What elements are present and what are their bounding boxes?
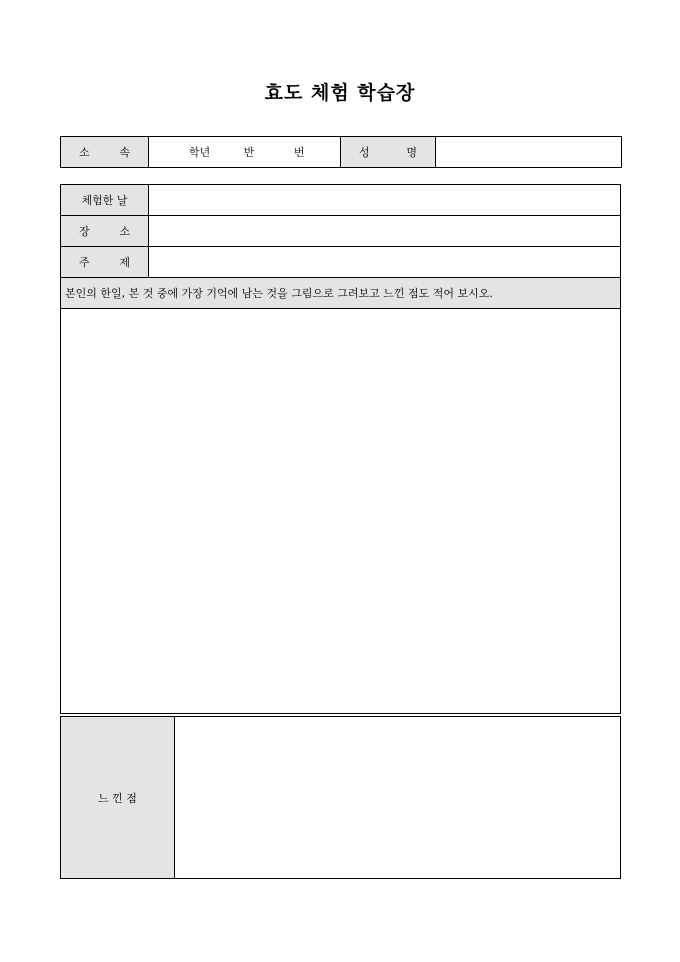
name-label-cell <box>341 137 436 168</box>
feelings-table <box>60 716 621 879</box>
student-info-table <box>60 136 622 168</box>
place-label-part1: 장 <box>79 225 90 238</box>
topic-label-part1: 주 <box>79 256 90 269</box>
name-label-part1: 성 <box>359 146 370 159</box>
feelings-label: 느 낀 점 <box>61 717 175 879</box>
date-field[interactable] <box>149 185 621 216</box>
affiliation-label-part1: 소 <box>79 146 90 159</box>
date-label: 체험한 날 <box>61 185 149 216</box>
place-field[interactable] <box>149 216 621 247</box>
place-label-part2: 소 <box>119 225 130 238</box>
topic-label-cell <box>61 247 149 278</box>
grade-text: 학년 <box>189 146 211 159</box>
topic-label-part2: 제 <box>119 256 130 269</box>
topic-field[interactable] <box>149 247 621 278</box>
drawing-instruction: 본인의 한일, 본 것 중에 가장 기억에 남는 것을 그림으로 그려보고 느낀 점도 적어 보시오. <box>61 278 621 309</box>
feelings-field[interactable] <box>175 717 621 879</box>
drawing-area[interactable] <box>61 309 621 714</box>
affiliation-label-part2: 속 <box>119 146 130 159</box>
affiliation-label-cell <box>61 137 149 168</box>
page-title: 효도 체험 학습장 <box>264 82 416 104</box>
name-label-part2: 명 <box>406 146 417 159</box>
affiliation-field[interactable] <box>149 137 341 168</box>
class-text: 반 <box>243 146 255 159</box>
name-field[interactable] <box>436 137 622 168</box>
number-text: 번 <box>293 146 305 159</box>
place-label-cell <box>61 216 149 247</box>
experience-table <box>60 184 621 714</box>
